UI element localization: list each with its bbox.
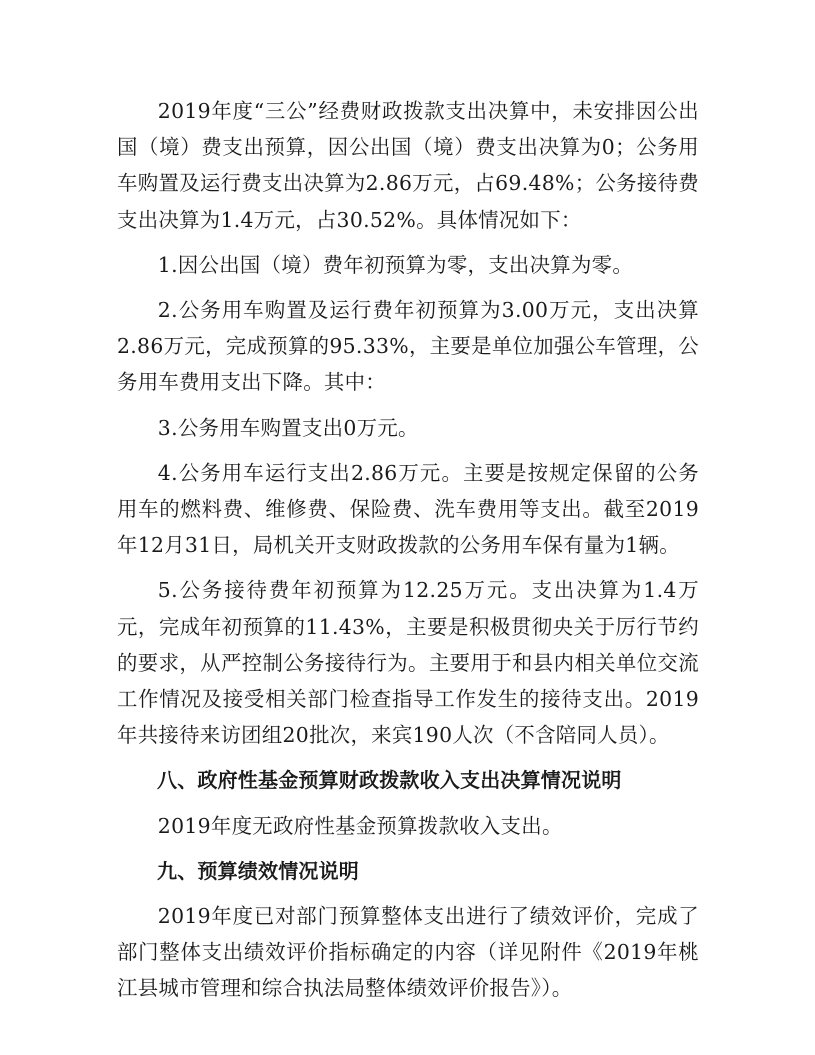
paragraph-vehicle-purchase: 3.公务用车购置支出0万元。 [157, 415, 419, 440]
paragraph-overseas-travel: 1.因公出国（境）费年初预算为零，支出决算为零。 [157, 252, 634, 277]
section-heading-government-fund: 八、政府性基金预算财政拨款收入支出决算情况说明 [157, 768, 622, 793]
section-heading-performance: 九、预算绩效情况说明 [157, 858, 359, 883]
paragraph-vehicle-operation: 4.公务用车运行支出2.86万元。主要是按规定保留的公务用车的燃料费、维修费、保险费、洗车费用等支出。截至2019年12月31日，局机关开支财政拨款的公务用车保有量为1辆。 [117, 460, 699, 558]
paragraph-official-reception: 5.公务接待费年初预算为12.25万元。支出决算为1.4万元，完成年初预算的11.43%，主要是积极贯彻央关于厉行节约的要求，从严控制公务接待行为。主要用于和县内相关单位交流工作情况及接受相关部门检查指导工作发生的接待支出。2019年共接待来访团组20批次，来宾190人次（不含陪同人员）。 [117, 578, 699, 748]
paragraph-performance: 2019年度已对部门预算整体支出进行了绩效评价，完成了部门整体支出绩效评价指标确定的内容（详见附件《2019年桃江县城市管理和综合执法局整体绩效评价报告》）。 [117, 904, 699, 1001]
paragraph-vehicle-purchase-operation: 2.公务用车购置及运行费年初预算为3.00万元，支出决算2.86万元，完成预算的95.33%，主要是单位加强公车管理，公务用车费用支出下降。其中： [117, 298, 699, 395]
document-page [117, 93, 699, 1007]
paragraph-three-public-summary: 2019年度“三公”经费财政拨款支出决算中，未安排因公出国（境）费支出预算，因公出国（境）费支出决算为0；公务用车购置及运行费支出决算为2.86万元，占69.48%；公务接待费支出决算为1.4万元，占30.52%。具体情况如下： [117, 99, 699, 232]
paragraph-government-fund: 2019年度无政府性基金预算拨款收入支出。 [157, 813, 563, 838]
